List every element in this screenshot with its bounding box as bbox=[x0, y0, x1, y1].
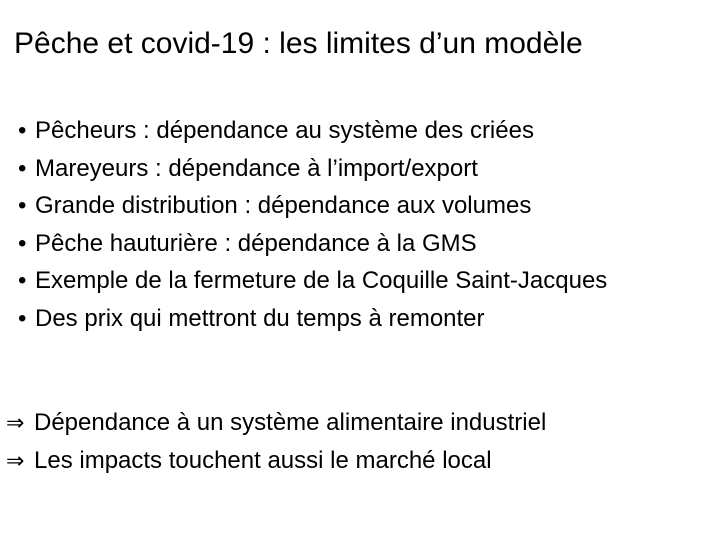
conclusion-text: Les impacts touchent aussi le marché local bbox=[34, 447, 492, 474]
bullet-icon: • bbox=[18, 229, 27, 257]
bullet-text: Exemple de la fermeture de la Coquille Saint-Jacques bbox=[35, 267, 608, 295]
bullet-icon: • bbox=[18, 192, 27, 220]
conclusion-text: Dépendance à un système alimentaire industriel bbox=[34, 409, 547, 436]
bullet-icon: • bbox=[18, 154, 27, 182]
implies-arrow-icon: ⇒ bbox=[6, 411, 25, 436]
conclusion-item bbox=[6, 442, 546, 480]
bullet-text: Pêche hauturière : dépendance à la GMS bbox=[35, 229, 477, 257]
conclusion-item bbox=[6, 404, 546, 442]
bullet-text: Mareyeurs : dépendance à l’import/export bbox=[35, 154, 478, 182]
conclusion-list bbox=[6, 404, 546, 480]
bullet-icon: • bbox=[18, 304, 27, 332]
implies-arrow-icon: ⇒ bbox=[6, 449, 25, 474]
slide-title: Pêche et covid-19 : les limites d’un modèle bbox=[14, 27, 583, 60]
bullet-text: Des prix qui mettront du temps à remonter bbox=[35, 304, 485, 332]
bullet-text: Pêcheurs : dépendance au système des criées bbox=[35, 117, 534, 144]
bullet-icon: • bbox=[18, 117, 27, 144]
bullet-icon: • bbox=[18, 267, 27, 295]
bullet-text: Grande distribution : dépendance aux volumes bbox=[35, 192, 532, 220]
